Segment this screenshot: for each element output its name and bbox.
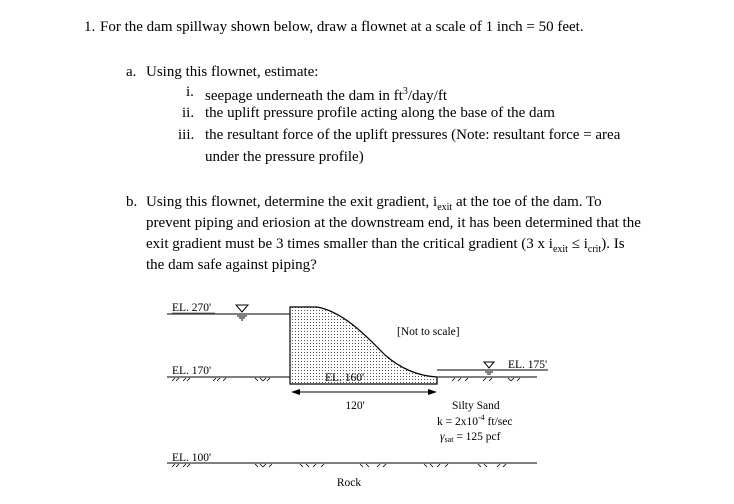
part-a-item-text-cont: under the pressure profile) <box>205 149 364 165</box>
elevation-270-label: EL. 270' <box>172 302 212 314</box>
elevation-170-label: EL. 170' <box>172 365 212 377</box>
elevation-100-label: EL. 100' <box>172 452 212 464</box>
part-a-item-text: seepage underneath the dam in $ft^3/day/ft$ <box>205 86 447 104</box>
part-b-line3: exit gradient must be 3 times smaller than the critical gradient (3 x $i_{exit} \le i_{crit}$). Is <box>146 236 625 255</box>
downstream-water-symbol <box>484 362 494 374</box>
ground-hatch <box>452 378 520 381</box>
problem-number: 1. <box>84 19 96 35</box>
permeability-label: $k = 2x10^{-4}$ ft/sec <box>437 413 513 428</box>
problem-statement: For the dam spillway shown below, draw a flownet at a scale of 1 inch = 50 feet. <box>100 19 584 35</box>
rock-label: Rock <box>336 477 362 489</box>
part-a-item-numeral: iii. <box>178 127 195 143</box>
dam-width-label: 120' <box>345 400 365 412</box>
elevation-175-label: EL. 175' <box>508 359 548 371</box>
not-to-scale-note: [Not to scale] <box>397 326 460 338</box>
dam-width-dimension <box>291 389 437 395</box>
part-a-item-numeral: i. <box>186 84 194 100</box>
part-b-line2: prevent piping and eriosion at the downstream end, it has been determined that the <box>146 215 641 231</box>
part-a-item-text: the resultant force of the uplift pressures (Note: resultant force = area <box>205 127 621 143</box>
part-b-line1: Using this flownet, determine the exit gradient, $i_{exit}$ at the toe of the dam. To <box>146 194 602 213</box>
part-a-letter: a. <box>126 64 137 80</box>
ground-hatch <box>172 378 270 381</box>
part-b-line4: the dam safe against piping? <box>146 257 317 273</box>
elevation-160-label: EL. 160' <box>325 372 365 384</box>
part-a-item-text: the uplift pressure profile acting along the base of the dam <box>205 105 555 121</box>
part-a-intro: Using this flownet, estimate: <box>146 64 319 80</box>
unit-weight-label: γsat = 125 pcf <box>440 431 501 444</box>
soil-name-label: Silty Sand <box>452 400 500 412</box>
part-b-letter: b. <box>126 194 138 210</box>
upstream-water-symbol <box>236 305 248 320</box>
part-a-item-numeral: ii. <box>182 105 195 121</box>
rock-hatch <box>172 464 506 467</box>
